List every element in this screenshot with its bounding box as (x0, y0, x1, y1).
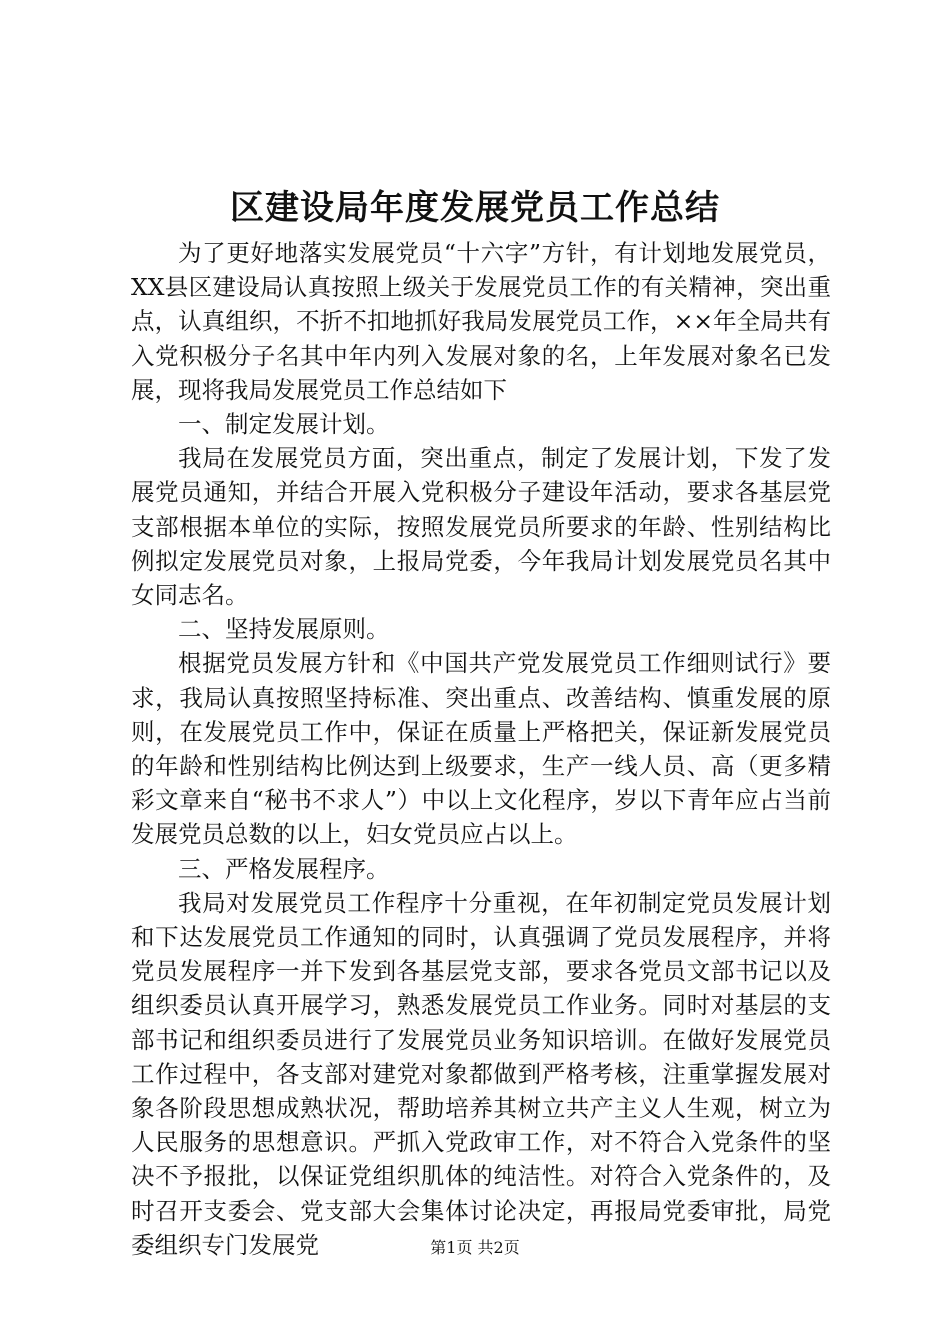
document-body (131, 236, 831, 1262)
document-title: 区建设局年度发展党员工作总结 (230, 188, 720, 228)
section-2-paragraph: 根据党员发展方针和《中国共产党发展党员工作细则试行》要求，我局认真按照坚持标准、突出重点、改善结构、慎重发展的原则，在发展党员工作中，保证在质量上严格把关，保证新发展党员的年龄和性别结构比例达到上级要求，生产一线人员、高（更多精彩文章来自“秘书不求人”）中以上文化程序，岁以下青年应占当前发展党员总数的以上，妇女党员应占以上。 (131, 649, 831, 849)
section-heading-2: 二、坚持发展原则。 (178, 615, 390, 644)
section-3-paragraph: 我局对发展党员工作程序十分重视，在年初制定党员发展计划和下达发展党员工作通知的同时，认真强调了党员发展程序，并将党员发展程序一并下发到各基层党支部，要求各党员文部书记以及组织委员认真开展学习，熟悉发展党员工作业务。同时对基层的支部书记和组织委员进行了发展党员业务知识培训。在做好发展党员工作过程中，各支部对建党对象都做到严格考核，注重掌握发展对象各阶段思想成熟状况，帮助培养其树立共产主义人生观，树立为人民服务的思想意识。严抓入党政审工作，对不符合入党条件的坚决不予报批，以保证党组织肌体的纯洁性。对符合入党条件的，及时召开支委会、党支部大会集体讨论决定，再报局党委审批，局党委组织专门发展党 (131, 888, 831, 1259)
section-heading-1: 一、制定发展计划。 (178, 410, 390, 439)
intro-paragraph: 为了更好地落实发展党员“十六字”方针，有计划地发展党员，XX县区建设局认真按照上级关于发展党员工作的有关精神，突出重点，认真组织，不折不扣地抓好我局发展党员工作，××年全局共有入党积极分子名其中年内列入发展对象的名，上年发展对象名已发展，现将我局发展党员工作总结如下 (131, 239, 831, 404)
page-footer: 第1页 共2页 (430, 1238, 520, 1257)
section-heading-3: 三、严格发展程序。 (178, 854, 390, 883)
section-1-paragraph: 我局在发展党员方面，突出重点，制定了发展计划，下发了发展党员通知，并结合开展入党积极分子建设年活动，要求各基层党支部根据本单位的实际，按照发展党员所要求的年龄、性别结构比例拟定发展党员对象，上报局党委，今年我局计划发展党员名其中女同志名。 (131, 444, 831, 610)
